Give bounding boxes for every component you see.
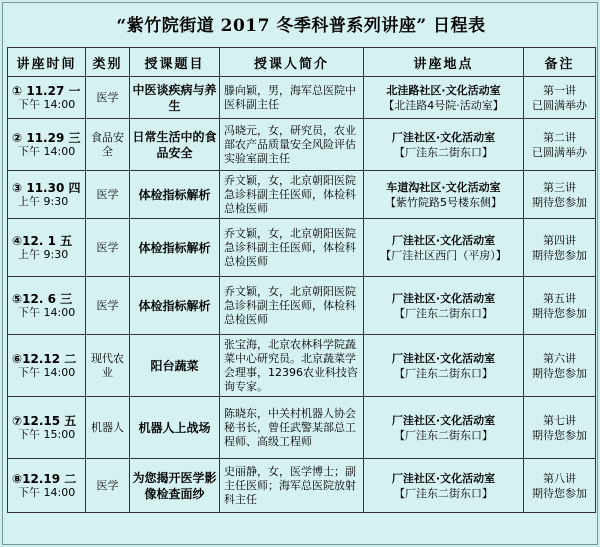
page-title: “紫竹院街道 2017 冬季科普系列讲座” 日程表	[116, 16, 486, 36]
table-row	[8, 459, 596, 513]
speaker-cell: 史丽静，女，医学博士；副主任医师；海军总医院放射科主任	[220, 459, 364, 513]
location-cell	[364, 119, 524, 171]
location-main: 厂洼社区·文化活动室	[391, 413, 496, 427]
remark-lecture-no: 第一讲	[543, 83, 576, 97]
remark-lecture-no: 第六讲	[543, 351, 576, 365]
remark-status: 期待您参加	[532, 195, 587, 209]
header-remarks: 备注	[524, 48, 596, 77]
category-cell: 医学	[86, 171, 130, 219]
lecture-clock: 下午 14:00	[18, 485, 76, 499]
category-cell: 医学	[86, 277, 130, 335]
location-sub: 【厂洼东二街东口】	[394, 428, 493, 442]
category-cell: 医学	[86, 219, 130, 277]
remark-lecture-no: 第三讲	[543, 180, 576, 194]
lecture-date: ⑥12.12 二	[12, 351, 77, 366]
schedule-table	[7, 47, 596, 513]
location-cell	[364, 459, 524, 513]
schedule-sheet	[2, 2, 598, 545]
topic-cell: 机器人上战场	[130, 397, 220, 459]
location-main: 厂洼社区·文化活动室	[391, 351, 496, 365]
lecture-date: ② 11.29 三	[12, 130, 81, 145]
location-cell	[364, 171, 524, 219]
topic-cell: 体检指标解析	[130, 219, 220, 277]
speaker-cell: 乔文颖，女，北京朝阳医院急诊科副主任医师，体检科总检医师	[220, 277, 364, 335]
lecture-time-cell	[8, 277, 86, 335]
speaker-cell: 陈晓东，中关村机器人协会秘书长，曾任武警某部总工程师、高级工程师	[220, 397, 364, 459]
lecture-clock: 下午 14:00	[18, 97, 76, 111]
remarks-cell	[524, 171, 596, 219]
lecture-clock: 下午 15:00	[18, 427, 76, 441]
remarks-cell	[524, 77, 596, 119]
header-category: 类别	[86, 48, 130, 77]
remarks-cell	[524, 219, 596, 277]
remark-lecture-no: 第二讲	[543, 130, 576, 144]
location-sub: 【厂洼东二街东口】	[394, 486, 493, 500]
location-sub: 【厂洼社区西门（平房）】	[380, 248, 507, 262]
remark-status: 期待您参加	[532, 366, 587, 380]
table-row	[8, 277, 596, 335]
lecture-clock: 上午 9:30	[18, 194, 69, 208]
table-row	[8, 335, 596, 397]
lecture-date: ① 11.27 一	[12, 83, 81, 98]
speaker-cell: 冯晓元，女，研究员，农业部农产品质量安全风险评估实验室副主任	[220, 119, 364, 171]
topic-cell: 体检指标解析	[130, 277, 220, 335]
category-cell: 现代农业	[86, 335, 130, 397]
speaker-cell: 乔文颖，女，北京朝阳医院急诊科副主任医师，体检科总检医师	[220, 219, 364, 277]
location-main: 北洼路社区·文化活动室	[386, 83, 501, 97]
location-main: 车道沟社区·文化活动室	[386, 180, 501, 194]
location-main: 厂洼社区·文化活动室	[391, 471, 496, 485]
table-row	[8, 397, 596, 459]
table-row	[8, 119, 596, 171]
lecture-time-cell	[8, 459, 86, 513]
location-cell	[364, 397, 524, 459]
speaker-cell: 滕向颖，男，海军总医院中医科副主任	[220, 77, 364, 119]
remarks-cell	[524, 397, 596, 459]
remark-status: 期待您参加	[532, 486, 587, 500]
topic-cell: 日常生活中的食品安全	[130, 119, 220, 171]
location-sub: 【紫竹院路5号楼东侧】	[385, 195, 502, 209]
location-main: 厂洼社区·文化活动室	[391, 130, 496, 144]
topic-cell: 阳台蔬菜	[130, 335, 220, 397]
lecture-date: ⑤12. 6 三	[12, 291, 73, 306]
location-main: 厂洼社区·文化活动室	[391, 233, 496, 247]
category-cell: 医学	[86, 459, 130, 513]
remark-lecture-no: 第四讲	[543, 233, 576, 247]
table-row	[8, 77, 596, 119]
location-cell	[364, 219, 524, 277]
location-main: 厂洼社区·文化活动室	[391, 291, 496, 305]
lecture-time-cell	[8, 219, 86, 277]
remark-status: 已圆满举办	[532, 98, 587, 112]
table-row	[8, 219, 596, 277]
header-time: 讲座时间	[8, 48, 86, 77]
topic-cell: 体检指标解析	[130, 171, 220, 219]
lecture-date: ④12. 1 五	[12, 233, 73, 248]
location-cell	[364, 77, 524, 119]
location-sub: 【厂洼东二街东口】	[394, 145, 493, 159]
lecture-clock: 上午 9:30	[18, 247, 69, 261]
location-cell	[364, 335, 524, 397]
header-topic: 授课题目	[130, 48, 220, 77]
remarks-cell	[524, 119, 596, 171]
lecture-time-cell	[8, 171, 86, 219]
lecture-clock: 下午 14:00	[18, 305, 76, 319]
lecture-date: ⑧12.19 二	[12, 471, 77, 486]
remark-lecture-no: 第五讲	[543, 291, 576, 305]
category-cell: 医学	[86, 77, 130, 119]
speaker-cell: 张宝海，北京农林科学院蔬菜中心研究员。北京蔬菜学会理事，12396农业科技咨询专家。	[220, 335, 364, 397]
speaker-cell: 乔文颖，女，北京朝阳医院急诊科副主任医师，体检科总检医师	[220, 171, 364, 219]
category-cell: 食品安全	[86, 119, 130, 171]
table-row	[8, 171, 596, 219]
topic-cell: 中医谈疾病与养生	[130, 77, 220, 119]
header-location: 讲座地点	[364, 48, 524, 77]
remarks-cell	[524, 335, 596, 397]
lecture-clock: 下午 14:00	[18, 365, 76, 379]
location-sub: 【厂洼东二街东口】	[394, 306, 493, 320]
remarks-cell	[524, 459, 596, 513]
remark-status: 期待您参加	[532, 248, 587, 262]
lecture-time-cell	[8, 397, 86, 459]
remark-lecture-no: 第七讲	[543, 413, 576, 427]
header-speaker: 授课人简介	[220, 48, 364, 77]
remarks-cell	[524, 277, 596, 335]
lecture-date: ③ 11.30 四	[12, 180, 81, 195]
remark-status: 期待您参加	[532, 306, 587, 320]
remark-status: 期待您参加	[532, 428, 587, 442]
location-sub: 【北洼路4号院·活动室】	[383, 98, 504, 112]
topic-cell: 为您揭开医学影像检查面纱	[130, 459, 220, 513]
remark-lecture-no: 第八讲	[543, 471, 576, 485]
location-sub: 【厂洼东二街东口】	[394, 366, 493, 380]
remark-status: 已圆满举办	[532, 145, 587, 159]
lecture-date: ⑦12.15 五	[12, 413, 77, 428]
lecture-time-cell	[8, 335, 86, 397]
lecture-clock: 下午 14:00	[18, 144, 76, 158]
lecture-time-cell	[8, 119, 86, 171]
category-cell: 机器人	[86, 397, 130, 459]
location-cell	[364, 277, 524, 335]
header-row	[8, 48, 596, 77]
lecture-time-cell	[8, 77, 86, 119]
